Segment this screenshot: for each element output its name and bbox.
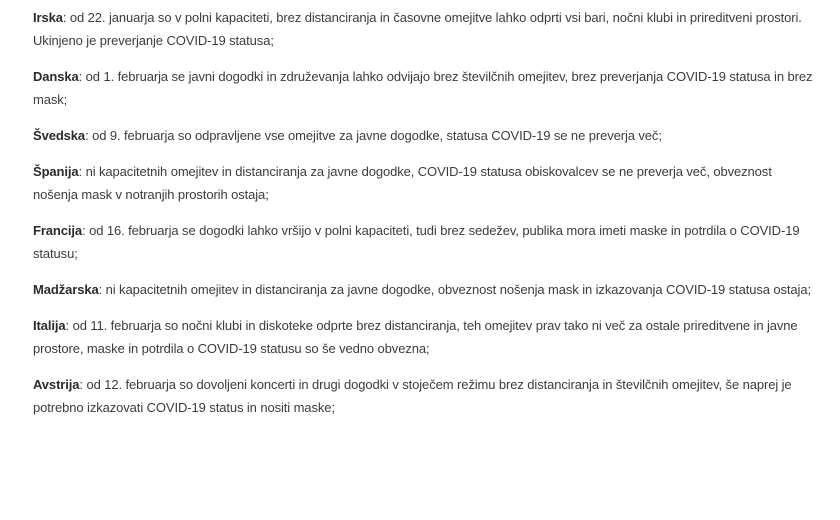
- country-name: Madžarska: [33, 282, 99, 297]
- entry-text: : od 11. februarja so nočni klubi in diskoteke odprte brez distanciranja, teh omejitev prav tako ni več za ostale prireditvene in javne prostore, maske in potrdila o COVID-19 statusu so še vedno obvezna;: [33, 318, 798, 356]
- entry-madzarska: [33, 278, 813, 301]
- entry-avstrija: [33, 373, 813, 419]
- country-name: Italija: [33, 318, 66, 333]
- country-name: Avstrija: [33, 377, 80, 392]
- country-name: Irska: [33, 10, 63, 25]
- entry-text: : ni kapacitetnih omejitev in distanciranja za javne dogodke, COVID-19 statusa obiskovalcev se ne preverja več, obveznost nošenja mask v notranjih prostorih ostaja;: [33, 164, 772, 202]
- entry-italija: [33, 314, 813, 360]
- entry-text: : od 16. februarja se dogodki lahko vršijo v polni kapaciteti, tudi brez sedežev, publika mora imeti maske in potrdila o COVID-19 statusu;: [33, 223, 800, 261]
- country-name: Švedska: [33, 128, 86, 143]
- entry-danska: [33, 65, 813, 111]
- entry-text: : ni kapacitetnih omejitev in distanciranja za javne dogodke, obveznost nošenja mask in izkazovanja COVID-19 statusa ostaja;: [98, 282, 811, 297]
- entry-text: : od 9. februarja so odpravljene vse omejitve za javne dogodke, statusa COVID-19 se ne preverja več;: [85, 128, 662, 143]
- entry-svedska: [33, 124, 813, 147]
- country-name: Francija: [33, 223, 83, 238]
- entry-text: : od 1. februarja se javni dogodki in združevanja lahko odvijajo brez številčnih omejitev, brez preverjanja COVID-19 statusa in brez mask;: [33, 69, 813, 107]
- entry-francija: [33, 219, 813, 265]
- entry-spanija: [33, 160, 813, 206]
- country-name: Španija: [33, 164, 79, 179]
- entry-text: : od 22. januarja so v polni kapaciteti, brez distanciranja in časovne omejitve lahko odprti vsi bari, nočni klubi in prireditveni prostori. Ukinjeno je preverjanje COVID-19 statusa;: [33, 10, 802, 48]
- entry-irska: [33, 6, 813, 52]
- entry-text: : od 12. februarja so dovoljeni koncerti in drugi dogodki v stoječem režimu brez distanciranja in številčnih omejitev, še naprej je potrebno izkazovati COVID-19 status in nositi maske;: [33, 377, 792, 415]
- country-name: Danska: [33, 69, 79, 84]
